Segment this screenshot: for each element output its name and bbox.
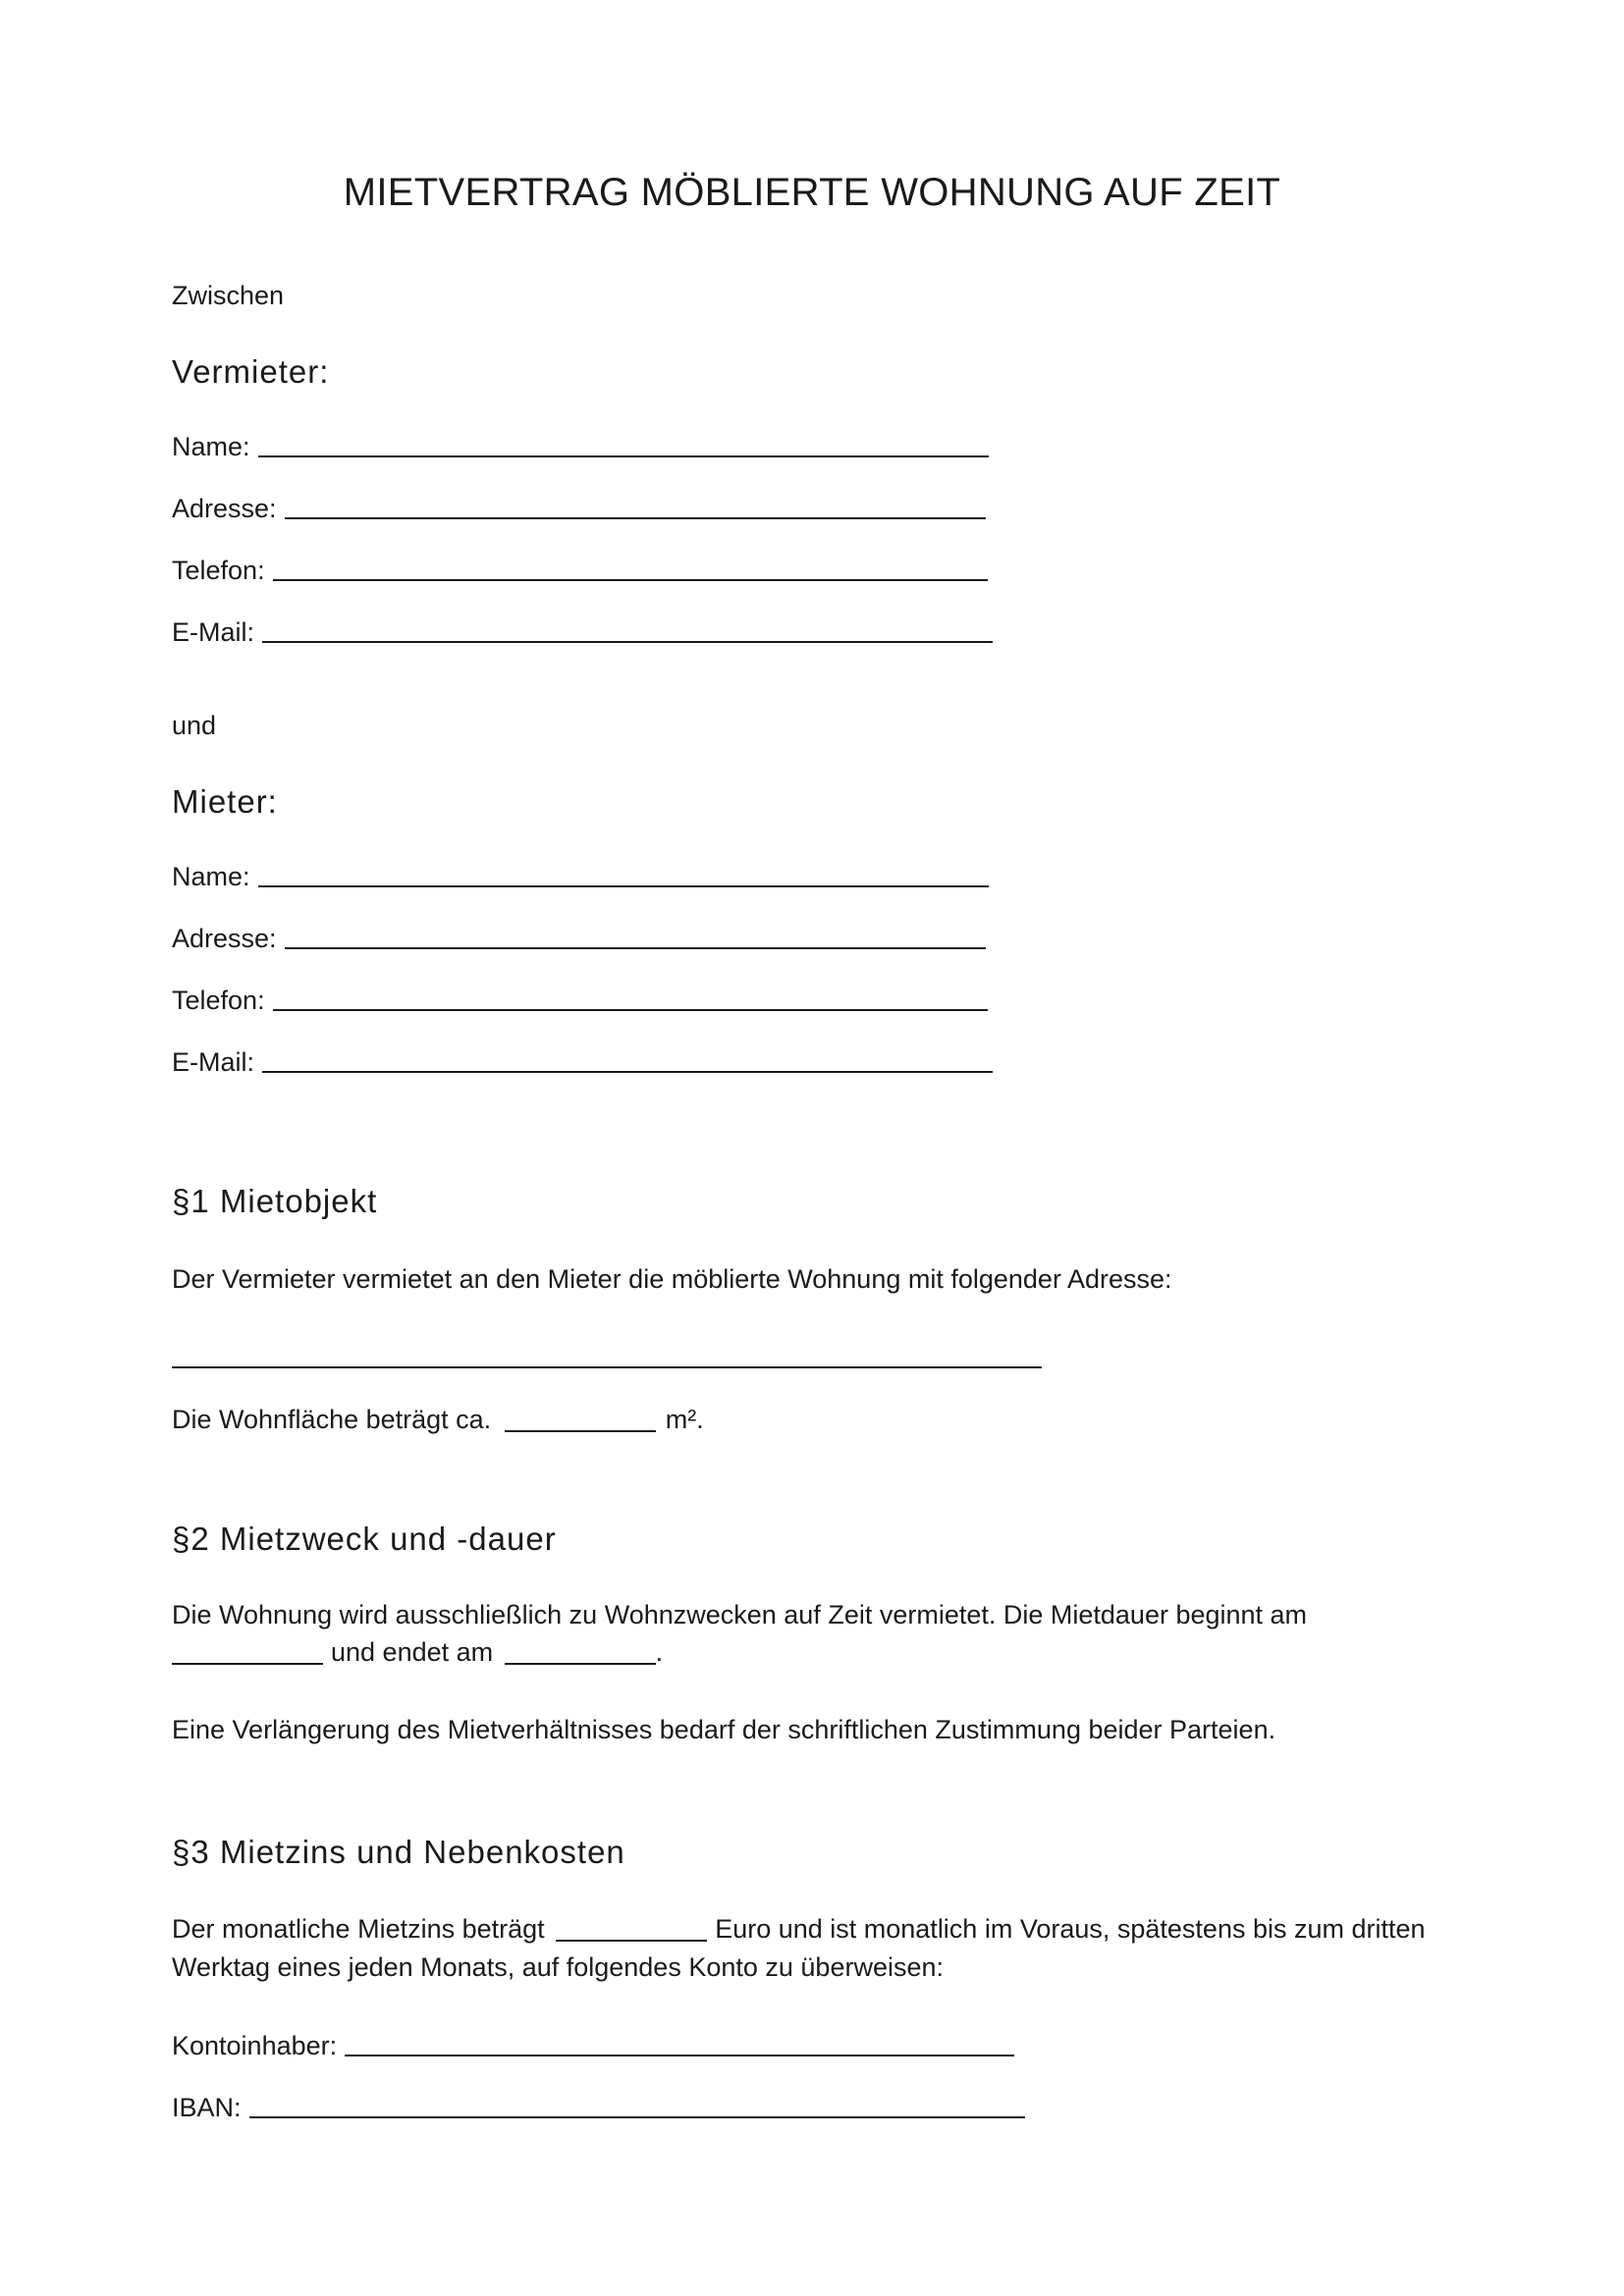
section1-heading: §1 Mietobjekt	[172, 1183, 378, 1219]
landlord-heading: Vermieter:	[172, 353, 330, 390]
between-text: Zwischen	[172, 281, 285, 310]
landlord-phone-line[interactable]	[273, 579, 988, 581]
start-date-line[interactable]	[172, 1663, 323, 1665]
tenant-name-line[interactable]	[258, 885, 989, 887]
tenant-address-field[interactable]	[172, 922, 986, 955]
account-holder-line[interactable]	[345, 2055, 1014, 2056]
section2-text-line1: Die Wohnung wird ausschließlich zu Wohnzwecken auf Zeit vermietet. Die Mietdauer beginnt am	[172, 1600, 1308, 1629]
iban-field[interactable]	[172, 2091, 1025, 2124]
rent-line2: Werktag eines jeden Monats, auf folgendes Konto zu überweisen:	[172, 1952, 944, 1982]
landlord-address-label: Adresse:	[172, 494, 277, 523]
section2-text-line2	[172, 1635, 663, 1669]
tenant-phone-label: Telefon:	[172, 986, 265, 1015]
and-text: und	[172, 711, 217, 740]
landlord-email-field[interactable]	[172, 615, 993, 649]
section2-text-end: .	[655, 1637, 664, 1667]
tenant-address-line[interactable]	[285, 947, 986, 949]
landlord-phone-label: Telefon:	[172, 556, 265, 585]
tenant-email-line[interactable]	[262, 1071, 993, 1073]
area-line[interactable]	[505, 1430, 656, 1432]
property-address-line[interactable]	[172, 1366, 1042, 1368]
rent-suffix: Euro und ist monatlich im Voraus, spätestens bis zum dritten	[715, 1914, 1426, 1944]
account-holder-label: Kontoinhaber:	[172, 2031, 338, 2060]
iban-label: IBAN:	[172, 2093, 242, 2122]
landlord-phone-field[interactable]	[172, 554, 988, 587]
landlord-address-field[interactable]	[172, 492, 986, 525]
tenant-name-field[interactable]	[172, 860, 989, 893]
tenant-heading: Mieter:	[172, 783, 278, 820]
landlord-name-line[interactable]	[258, 455, 989, 457]
area-prefix: Die Wohnfläche beträgt ca.	[172, 1405, 492, 1434]
tenant-email-field[interactable]	[172, 1045, 993, 1079]
tenant-email-label: E-Mail:	[172, 1047, 255, 1077]
landlord-email-label: E-Mail:	[172, 617, 255, 647]
end-date-line[interactable]	[505, 1663, 656, 1665]
section2-heading: §2 Mietzweck und -dauer	[172, 1521, 557, 1557]
tenant-phone-field[interactable]	[172, 984, 988, 1017]
extension-text: Eine Verlängerung des Mietverhältnisses bedarf der schriftlichen Zustimmung beider Parteien.	[172, 1715, 1276, 1744]
tenant-address-label: Adresse:	[172, 924, 277, 953]
rent-prefix: Der monatliche Mietzins beträgt	[172, 1914, 545, 1944]
tenant-name-label: Name:	[172, 862, 250, 891]
area-suffix: m².	[665, 1405, 704, 1434]
tenant-phone-line[interactable]	[273, 1009, 988, 1011]
section1-text: Der Vermieter vermietet an den Mieter die möblierte Wohnung mit folgender Adresse:	[172, 1264, 1172, 1294]
landlord-name-field[interactable]	[172, 430, 989, 463]
landlord-address-line[interactable]	[285, 517, 986, 519]
rent-sentence	[172, 1912, 1426, 1946]
document-title: MIETVERTRAG MÖBLIERTE WOHNUNG AUF ZEIT	[343, 171, 1281, 214]
landlord-name-label: Name:	[172, 432, 250, 461]
iban-line[interactable]	[249, 2116, 1025, 2118]
section3-heading: §3 Mietzins und Nebenkosten	[172, 1834, 625, 1870]
section2-text-mid: und endet am	[331, 1637, 494, 1667]
account-holder-field[interactable]	[172, 2029, 1014, 2062]
rent-amount-line[interactable]	[556, 1940, 707, 1942]
area-sentence	[172, 1403, 704, 1436]
landlord-email-line[interactable]	[262, 641, 993, 643]
